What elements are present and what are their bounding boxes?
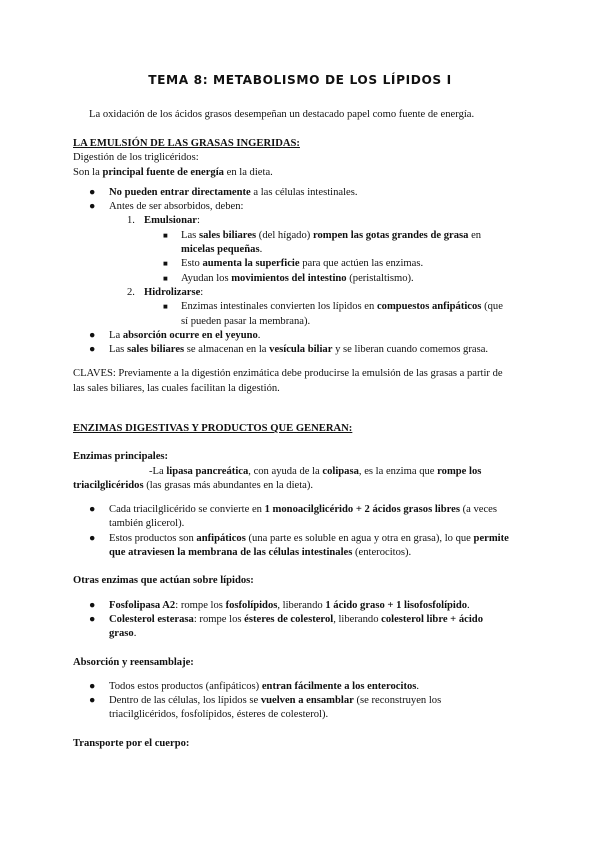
subheading-absorcion: Absorción y reensamblaje: (73, 656, 194, 668)
bullet-icon: ● (89, 344, 96, 356)
sub-list-item: ■ Las sales biliares (del hígado) rompen las gotas grandes de grasa en micelas pequeñas. (163, 229, 482, 256)
bullet-icon: ● (89, 599, 96, 611)
list-item: ● La absorción ocurre en el yeyuno. (73, 329, 543, 343)
list-item: ● Las sales biliares se almacenan en la vesícula biliar y se liberan cuando comemos grasa. (73, 343, 543, 357)
text-line: Digestión de los triglicéridos: (73, 152, 199, 164)
list-item: ● Colesterol esterasa: rompe los ésteres de colesterol, liberando colesterol libre + ácido graso. (89, 613, 483, 640)
bullet-icon: ● (89, 329, 96, 341)
bullet-icon: ● (89, 186, 96, 198)
bullet-icon: ● (89, 532, 96, 544)
list-item: ● No pueden entrar directamente a las células intestinales. (73, 186, 543, 200)
bullet-icon: ● (89, 613, 96, 625)
bullet-icon: ● (89, 680, 96, 692)
list-item: ● Dentro de las células, los lípidos se vuelven a ensamblar (se reconstruyen los triacilglicéridos, fosfolípidos, ésteres de colesterol). (89, 695, 442, 721)
subheading-enzimas-principales: Enzimas principales: (73, 451, 169, 463)
section-emulsion (73, 137, 543, 396)
numbered-item: 2. Hidrolizarse: (127, 286, 204, 298)
bullet-icon: ● (89, 201, 96, 213)
subheading-otras-enzimas: Otras enzimas que actúan sobre lípidos: (73, 575, 254, 587)
sub-list-item: ■ Enzimas intestinales convierten los lípidos en compuestos anfipáticos (que sí pueden pasar la membrana). (163, 301, 503, 327)
bullet-icon: ● (89, 504, 96, 516)
square-bullet-icon: ■ (163, 273, 168, 283)
section-enzimas (73, 422, 543, 751)
list-item: ● Fosfolipasa A2: rompe los fosfolípidos, liberando 1 ácido graso + 1 lisofosfolípido. (73, 599, 543, 613)
section-heading-emulsion: LA EMULSIÓN DE LAS GRASAS INGERIDAS: (73, 138, 300, 149)
bullet-icon: ● (89, 695, 96, 707)
list-item: ● Antes de ser absorbidos, deben: (73, 200, 543, 214)
list-item: ● Cada triacilglicérido se convierte en 1 monoacilglicérido + 2 ácidos grasos libres (a veces también glicerol). (89, 504, 498, 530)
list-item: ● Todos estos productos (anfipáticos) entran fácilmente a los enterocitos. (73, 680, 543, 694)
lipasa-paragraph: -La lipasa pancreática, con ayuda de la colipasa, es la enzima que rompe los triacilglicéridos (las grasas más abundantes en la dieta). (73, 465, 482, 491)
subheading-transporte: Transporte por el cuerpo: (73, 737, 190, 749)
page-title: TEMA 8: METABOLISMO DE LOS LÍPIDOS I (148, 73, 452, 87)
numbered-item: 1. Emulsionar: (127, 215, 200, 227)
sub-list-item: ■ Esto aumenta la superficie para que actúen las enzimas. (73, 257, 543, 271)
section-heading-enzimas: ENZIMAS DIGESTIVAS Y PRODUCTOS QUE GENERAN: (73, 423, 353, 434)
text-line: Son la principal fuente de energía en la dieta. (73, 166, 273, 178)
square-bullet-icon: ■ (163, 259, 168, 269)
square-bullet-icon: ■ (163, 230, 168, 240)
intro-paragraph: La oxidación de los ácidos grasos desempeñan un destacado papel como fuente de energía. (89, 109, 475, 120)
list-item: ● Estos productos son anfipáticos (una parte es soluble en agua y otra en grasa), lo que permite que atraviesen la membrana de las células intestinales (enterocitos). (89, 532, 509, 559)
sub-list-item: ■ Ayudan los movimientos del intestino (peristaltismo). (73, 272, 543, 286)
claves-paragraph: CLAVES: Previamente a la digestión enzimática debe producirse la emulsión de las grasas a partir de las sales biliares, las cuales facilitan la digestión. (73, 368, 503, 394)
square-bullet-icon: ■ (163, 302, 168, 312)
